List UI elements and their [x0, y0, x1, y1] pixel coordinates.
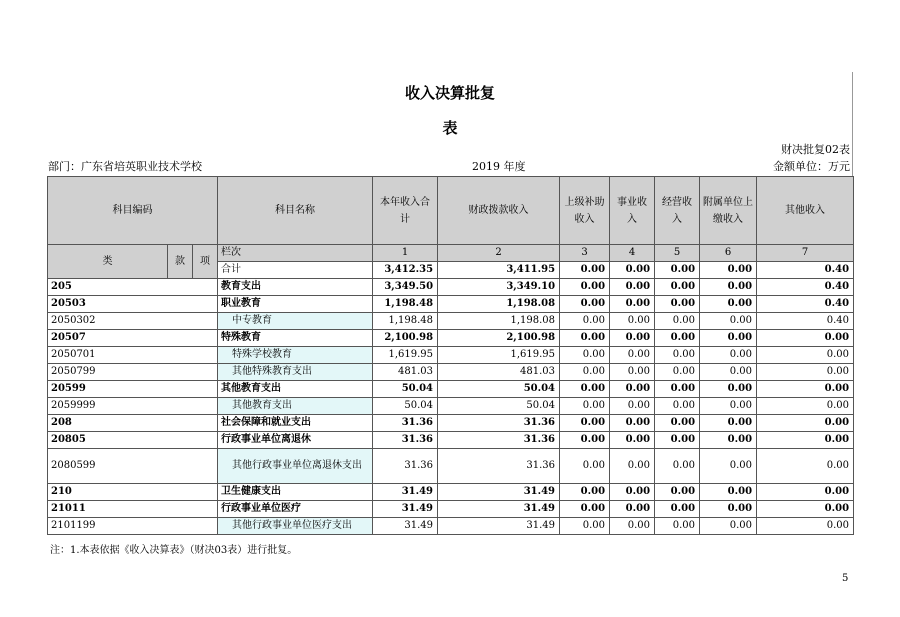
amount-cell: 0.00	[610, 296, 655, 313]
header-name: 科目名称	[218, 177, 373, 245]
amount-cell: 0.40	[757, 296, 854, 313]
year-label: 2019 年度	[472, 160, 526, 173]
amount-cell: 0.00	[560, 296, 610, 313]
amount-cell: 0.00	[610, 398, 655, 415]
amount-cell: 0.00	[655, 484, 700, 501]
amount-cell: 1,619.95	[373, 347, 438, 364]
amount-cell: 2,100.98	[373, 330, 438, 347]
total-cell: 0.00	[700, 262, 757, 279]
subject-name: 职业教育	[218, 296, 373, 313]
amount-cell: 0.00	[700, 313, 757, 330]
amount-cell: 0.00	[700, 501, 757, 518]
col-number: 4	[610, 245, 655, 262]
amount-cell: 0.00	[560, 364, 610, 381]
amount-cell: 31.36	[373, 432, 438, 449]
footnote: 注：1.本表依据《收入决算表》（财决03表）进行批复。	[50, 545, 298, 556]
amount-cell: 31.36	[438, 432, 560, 449]
amount-cell: 31.49	[438, 518, 560, 535]
amount-cell: 0.00	[560, 501, 610, 518]
amount-cell: 50.04	[373, 398, 438, 415]
amount-cell: 0.00	[560, 449, 610, 484]
table-row	[48, 279, 854, 296]
unit-label: 金额单位：万元	[773, 160, 850, 173]
subject-name: 行政事业单位离退休	[218, 432, 373, 449]
amount-cell: 0.00	[700, 449, 757, 484]
amount-cell: 31.36	[438, 415, 560, 432]
amount-cell: 0.00	[655, 501, 700, 518]
table-row	[48, 398, 854, 415]
total-label: 合计	[218, 262, 373, 279]
amount-cell: 0.00	[560, 398, 610, 415]
amount-cell: 0.00	[610, 330, 655, 347]
table-row	[48, 347, 854, 364]
subject-name: 行政事业单位医疗	[218, 501, 373, 518]
amount-cell: 2,100.98	[438, 330, 560, 347]
header-code: 科目编码	[48, 177, 218, 245]
amount-cell: 0.00	[700, 296, 757, 313]
amount-cell: 31.36	[373, 415, 438, 432]
subject-code: 2050701	[48, 347, 218, 364]
header-business: 事业收入	[610, 177, 655, 245]
subject-name: 卫生健康支出	[218, 484, 373, 501]
subject-name: 教育支出	[218, 279, 373, 296]
amount-cell: 0.00	[610, 484, 655, 501]
col-number: 6	[700, 245, 757, 262]
amount-cell: 0.00	[757, 381, 854, 398]
amount-cell: 0.00	[610, 347, 655, 364]
col-number: 5	[655, 245, 700, 262]
subject-code: 2050302	[48, 313, 218, 330]
amount-cell: 1,198.48	[373, 313, 438, 330]
amount-cell: 0.00	[610, 432, 655, 449]
amount-cell: 0.00	[655, 347, 700, 364]
amount-cell: 0.00	[655, 518, 700, 535]
amount-cell: 0.00	[655, 330, 700, 347]
amount-cell: 0.00	[560, 313, 610, 330]
amount-cell: 0.00	[560, 381, 610, 398]
amount-cell: 0.00	[757, 501, 854, 518]
subject-name: 特殊教育	[218, 330, 373, 347]
col-number: 2	[438, 245, 560, 262]
subject-name: 其他教育支出	[218, 398, 373, 415]
amount-cell: 0.00	[560, 347, 610, 364]
table-row	[48, 484, 854, 501]
amount-cell: 0.00	[610, 415, 655, 432]
subject-name: 中专教育	[218, 313, 373, 330]
amount-cell: 0.00	[655, 415, 700, 432]
total-cell: 0.40	[757, 262, 854, 279]
subject-code: 2101199	[48, 518, 218, 535]
amount-cell: 0.40	[757, 279, 854, 296]
amount-cell: 0.00	[560, 518, 610, 535]
department-label: 部门：广东省培英职业技术学校	[48, 160, 202, 173]
amount-cell: 0.00	[700, 279, 757, 296]
subject-name: 其他特殊教育支出	[218, 364, 373, 381]
amount-cell: 0.00	[700, 381, 757, 398]
table-row	[48, 501, 854, 518]
header-operating: 经营收入	[655, 177, 700, 245]
page-title: 收入决算批复	[404, 84, 495, 102]
amount-cell: 0.00	[700, 347, 757, 364]
subject-code: 205	[48, 279, 218, 296]
table-row	[48, 364, 854, 381]
amount-cell: 0.00	[700, 364, 757, 381]
subject-code: 208	[48, 415, 218, 432]
subject-code: 20507	[48, 330, 218, 347]
amount-cell: 0.00	[757, 518, 854, 535]
table-row	[48, 449, 854, 484]
amount-cell: 0.00	[610, 449, 655, 484]
header-superior: 上级补助收入	[560, 177, 610, 245]
header-fiscal: 财政拨款收入	[438, 177, 560, 245]
table-row	[48, 415, 854, 432]
header-lei: 类	[48, 245, 168, 279]
header-other: 其他收入	[757, 177, 854, 245]
amount-cell: 0.00	[560, 279, 610, 296]
amount-cell: 31.49	[373, 518, 438, 535]
amount-cell: 1,198.08	[438, 296, 560, 313]
amount-cell: 0.00	[610, 364, 655, 381]
col-number: 1	[373, 245, 438, 262]
subject-name: 特殊学校教育	[218, 347, 373, 364]
amount-cell: 0.00	[655, 398, 700, 415]
subject-name: 其他教育支出	[218, 381, 373, 398]
amount-cell: 31.36	[373, 449, 438, 484]
amount-cell: 0.00	[700, 484, 757, 501]
amount-cell: 0.00	[757, 364, 854, 381]
amount-cell: 0.00	[700, 518, 757, 535]
table-row	[48, 313, 854, 330]
amount-cell: 50.04	[438, 398, 560, 415]
amount-cell: 0.00	[655, 279, 700, 296]
table-code: 财决批复02表	[781, 143, 850, 156]
amount-cell: 0.00	[560, 415, 610, 432]
col-number: 7	[757, 245, 854, 262]
amount-cell: 0.00	[560, 484, 610, 501]
amount-cell: 31.49	[438, 501, 560, 518]
amount-cell: 0.00	[655, 364, 700, 381]
amount-cell: 0.00	[757, 484, 854, 501]
table-row	[48, 381, 854, 398]
amount-cell: 0.00	[700, 330, 757, 347]
amount-cell: 0.00	[757, 398, 854, 415]
subject-code: 20599	[48, 381, 218, 398]
amount-cell: 31.49	[373, 484, 438, 501]
header-xiang: 项	[193, 245, 218, 279]
header-total-income: 本年收入合计	[373, 177, 438, 245]
amount-cell: 0.40	[757, 313, 854, 330]
table-row	[48, 330, 854, 347]
amount-cell: 0.00	[560, 432, 610, 449]
page-number: 5	[842, 573, 849, 584]
amount-cell: 0.00	[610, 381, 655, 398]
subject-code: 2059999	[48, 398, 218, 415]
table-row	[48, 432, 854, 449]
amount-cell: 50.04	[373, 381, 438, 398]
amount-cell: 3,349.50	[373, 279, 438, 296]
header-lanci: 栏次	[218, 245, 373, 262]
amount-cell: 0.00	[700, 398, 757, 415]
subject-name: 其他行政事业单位离退休支出	[218, 449, 373, 484]
table-row	[48, 518, 854, 535]
amount-cell: 0.00	[655, 296, 700, 313]
amount-cell: 3,349.10	[438, 279, 560, 296]
table-row	[48, 296, 854, 313]
subject-code: 20805	[48, 432, 218, 449]
amount-cell: 0.00	[757, 347, 854, 364]
amount-cell: 0.00	[757, 449, 854, 484]
page-title-suffix: 表	[442, 119, 458, 137]
amount-cell: 0.00	[610, 501, 655, 518]
subject-name: 其他行政事业单位医疗支出	[218, 518, 373, 535]
amount-cell: 0.00	[757, 330, 854, 347]
amount-cell: 31.49	[373, 501, 438, 518]
amount-cell: 0.00	[655, 313, 700, 330]
total-cell: 0.00	[610, 262, 655, 279]
header-affiliated: 附属单位上缴收入	[700, 177, 757, 245]
total-cell: 3,411.95	[438, 262, 560, 279]
total-cell: 3,412.35	[373, 262, 438, 279]
subject-code: 2080599	[48, 449, 218, 484]
amount-cell: 0.00	[655, 432, 700, 449]
amount-cell: 481.03	[373, 364, 438, 381]
amount-cell: 1,198.48	[373, 296, 438, 313]
amount-cell: 481.03	[438, 364, 560, 381]
amount-cell: 0.00	[655, 381, 700, 398]
amount-cell: 31.49	[438, 484, 560, 501]
income-table	[47, 176, 854, 535]
amount-cell: 50.04	[438, 381, 560, 398]
amount-cell: 0.00	[610, 279, 655, 296]
amount-cell: 0.00	[757, 432, 854, 449]
subject-code: 2050799	[48, 364, 218, 381]
subject-code: 20503	[48, 296, 218, 313]
amount-cell: 31.36	[438, 449, 560, 484]
subject-name: 社会保障和就业支出	[218, 415, 373, 432]
amount-cell: 0.00	[700, 432, 757, 449]
amount-cell: 0.00	[757, 415, 854, 432]
amount-cell: 0.00	[655, 449, 700, 484]
amount-cell: 1,198.08	[438, 313, 560, 330]
header-kuan: 款	[168, 245, 193, 279]
total-cell: 0.00	[560, 262, 610, 279]
amount-cell: 0.00	[610, 518, 655, 535]
total-cell: 0.00	[655, 262, 700, 279]
amount-cell: 1,619.95	[438, 347, 560, 364]
subject-code: 21011	[48, 501, 218, 518]
amount-cell: 0.00	[560, 330, 610, 347]
amount-cell: 0.00	[700, 415, 757, 432]
subject-code: 210	[48, 484, 218, 501]
amount-cell: 0.00	[610, 313, 655, 330]
col-number: 3	[560, 245, 610, 262]
